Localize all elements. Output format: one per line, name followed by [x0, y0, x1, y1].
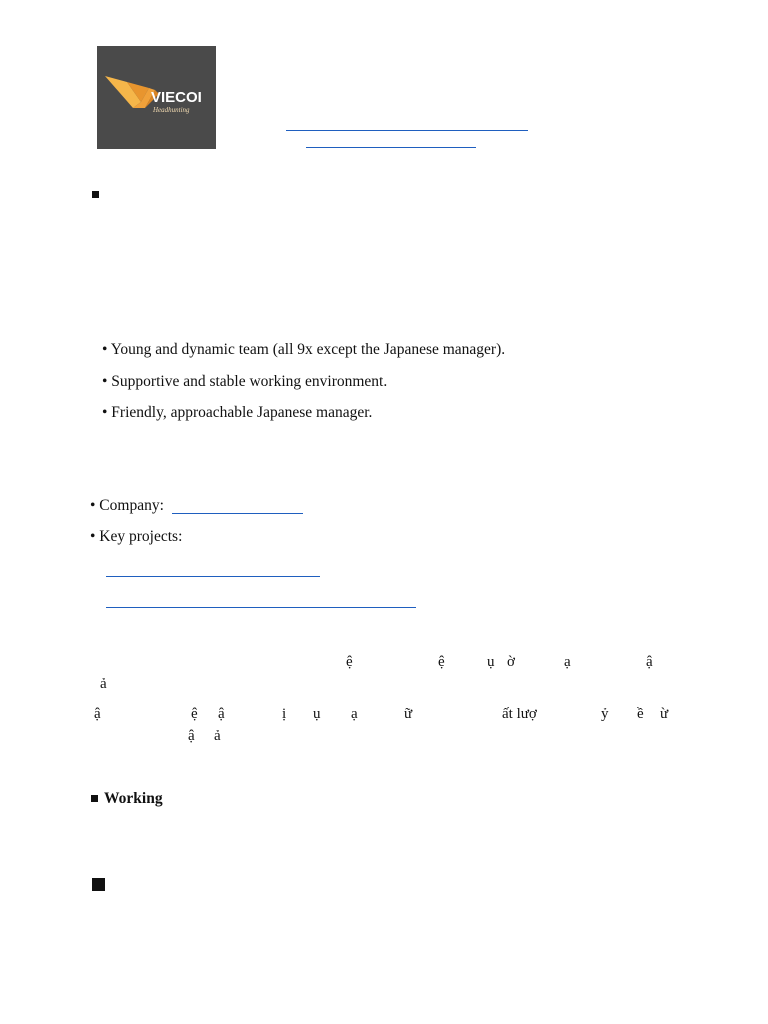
text-fragment: ậ	[188, 728, 195, 744]
text-fragment: ệ	[438, 654, 445, 670]
text-fragment: ờ	[507, 654, 515, 670]
section-bullet-large	[92, 878, 105, 891]
text-fragment: ị	[282, 706, 287, 722]
text-fragment: ả	[214, 728, 221, 744]
text-fragment: ỷ	[601, 706, 609, 722]
text-fragment: ệ	[346, 654, 353, 670]
company-link[interactable]	[172, 513, 303, 514]
text-fragment: ạ	[351, 706, 358, 722]
text-fragment: ữ	[404, 706, 413, 722]
text-fragment: ậ	[218, 706, 225, 722]
benefit-item-1: • Young and dynamic team (all 9x except the Japanese manager).	[102, 341, 506, 358]
header-link-1[interactable]	[286, 130, 528, 131]
benefit-item-2: • Supportive and stable working environment.	[102, 373, 388, 390]
project-link-1[interactable]	[106, 576, 320, 577]
section-bullet-1	[92, 191, 99, 198]
origami-bird-icon	[97, 46, 216, 149]
text-fragment: ệ	[191, 706, 198, 722]
text-fragment: ừ	[660, 706, 669, 722]
text-fragment: ả	[100, 676, 107, 692]
project-link-2[interactable]	[106, 607, 416, 608]
key-projects-label: • Key projects:	[90, 528, 183, 545]
text-fragment: ề	[637, 706, 644, 722]
svg-text:Headhunting: Headhunting	[153, 106, 190, 114]
benefit-item-3: • Friendly, approachable Japanese manager.	[102, 404, 373, 421]
text-fragment: ậ	[94, 706, 101, 722]
header-link-2[interactable]	[306, 147, 476, 148]
text-fragment: ạ	[564, 654, 571, 670]
working-heading-text: Working	[104, 790, 163, 807]
text-fragment: ụ	[487, 654, 495, 670]
company-logo	[97, 46, 216, 149]
text-fragment: ất lượ	[502, 706, 537, 722]
svg-text:VIECOI: VIECOI	[151, 89, 202, 106]
square-bullet-icon	[91, 795, 98, 802]
company-label: • Company:	[90, 497, 164, 514]
text-fragment: ụ	[313, 706, 321, 722]
text-fragment: ậ	[646, 654, 653, 670]
